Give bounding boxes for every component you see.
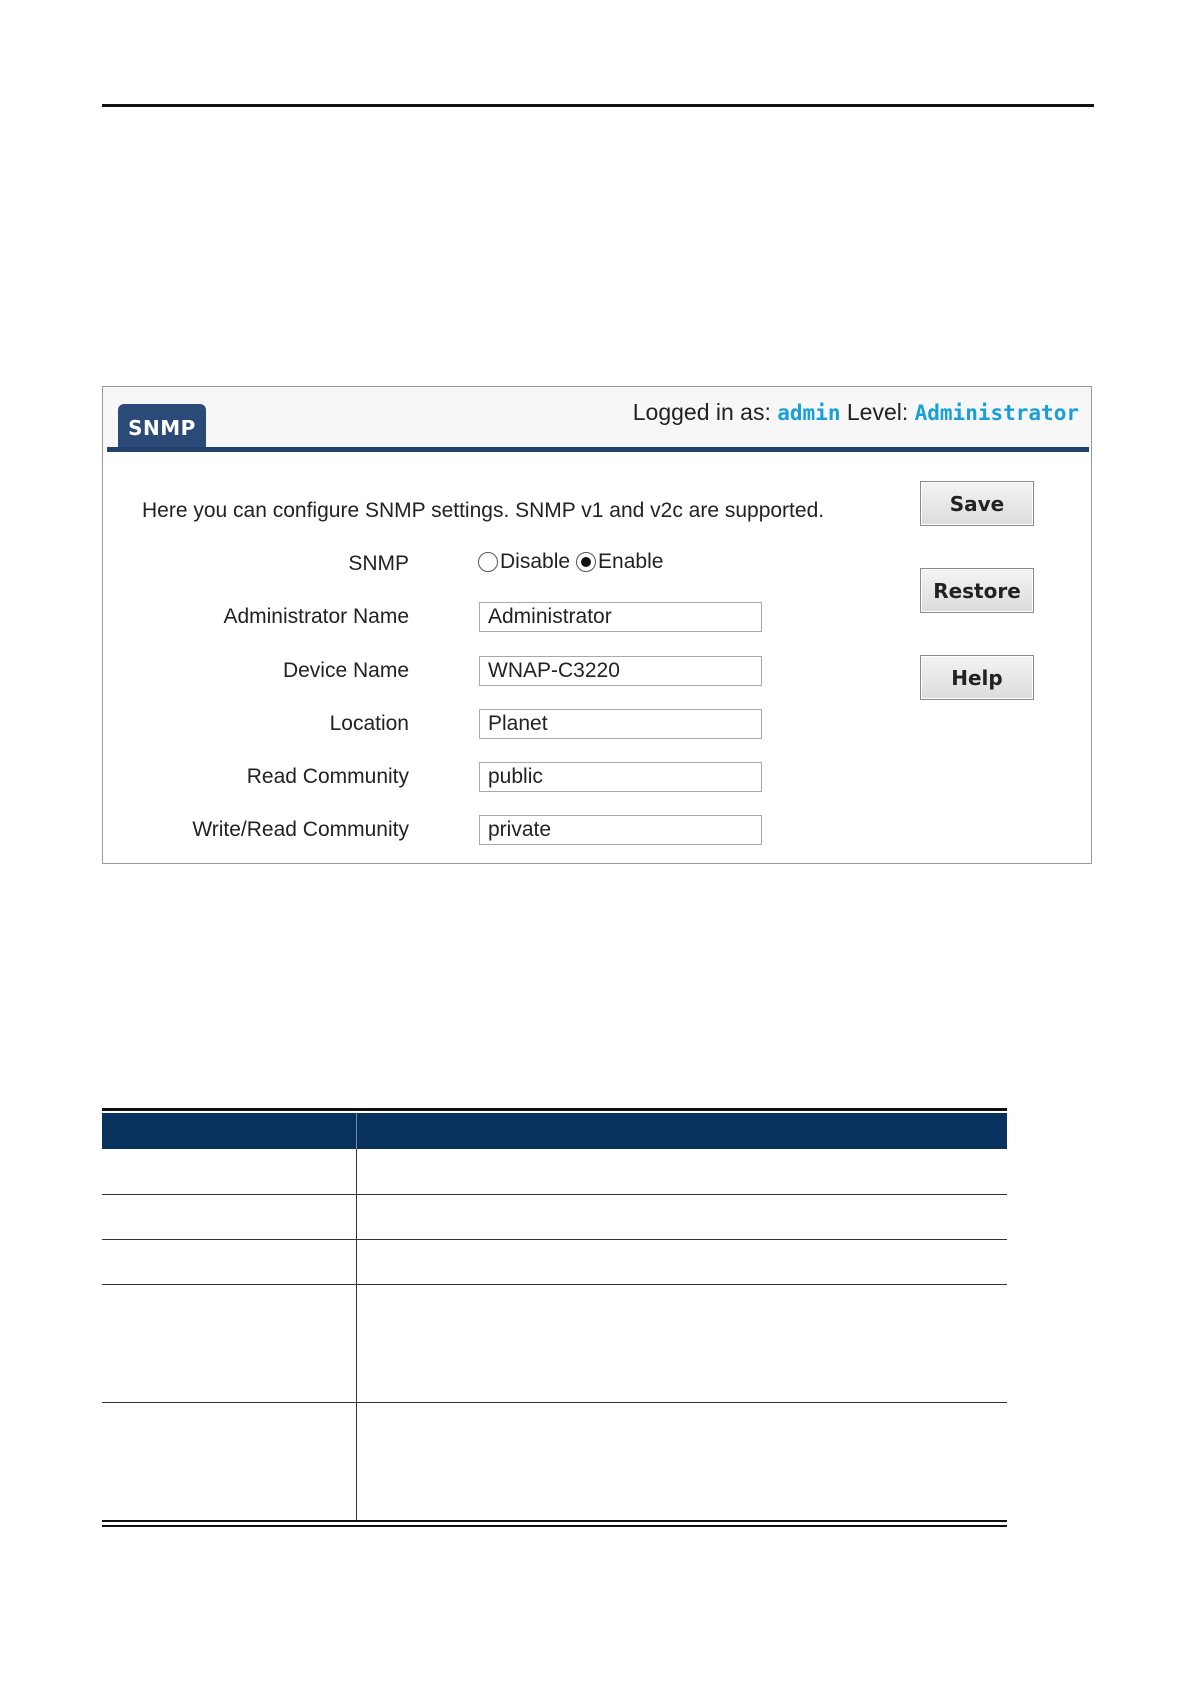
login-status [633,399,1079,426]
help-button[interactable]: Help [920,655,1034,700]
settings-description-table [102,1108,1007,1527]
snmp-enable-radio[interactable] [576,552,596,572]
location-input[interactable]: Planet [479,709,762,739]
panel-header [103,387,1091,451]
table-row [102,1403,1007,1520]
tab-snmp[interactable]: SNMP [118,404,206,451]
read-community-input[interactable]: public [479,762,762,792]
table-row [102,1195,1007,1240]
snmp-disable-radio[interactable] [478,552,498,572]
write-read-community-label: Write/Read Community [192,818,409,841]
table-row [102,1149,1007,1195]
table-bottom-rule-double [102,1525,1007,1527]
column-divider [356,1149,357,1194]
snmp-disable-label: Disable [500,550,571,573]
table-header [102,1113,1007,1149]
table-row [102,1285,1007,1403]
table-bottom-rule [102,1520,1007,1522]
location-label: Location [329,712,409,735]
header-divider [107,447,1089,452]
snmp-settings-panel [102,386,1092,864]
level-label: Level: [846,399,909,425]
write-read-community-input[interactable]: private [479,815,762,845]
snmp-radio-group [478,550,669,574]
snmp-enable-label: Enable [598,550,664,573]
logged-in-label: Logged in as: [632,399,771,425]
administrator-name-label: Administrator Name [223,605,409,628]
table-row [102,1240,1007,1285]
column-divider [356,1195,357,1239]
snmp-label: SNMP [348,552,409,575]
logged-in-user: admin [777,401,841,425]
device-name-input[interactable]: WNAP-C3220 [479,656,762,686]
column-divider [356,1285,357,1402]
page-top-rule [102,104,1094,107]
read-community-label: Read Community [246,765,409,788]
table-top-rule [102,1108,1007,1111]
column-divider [356,1403,357,1520]
radio-selected-dot [581,557,591,567]
device-name-label: Device Name [282,659,409,682]
level-value: Administrator [914,401,1079,425]
column-divider [356,1240,357,1284]
administrator-name-input[interactable]: Administrator [479,602,762,632]
restore-button[interactable]: Restore [920,568,1034,613]
page-description: Here you can configure SNMP settings. SNMP v1 and v2c are supported. [142,499,825,522]
save-button[interactable]: Save [920,481,1034,526]
table-body [102,1149,1007,1520]
table-header-divider [356,1113,357,1149]
